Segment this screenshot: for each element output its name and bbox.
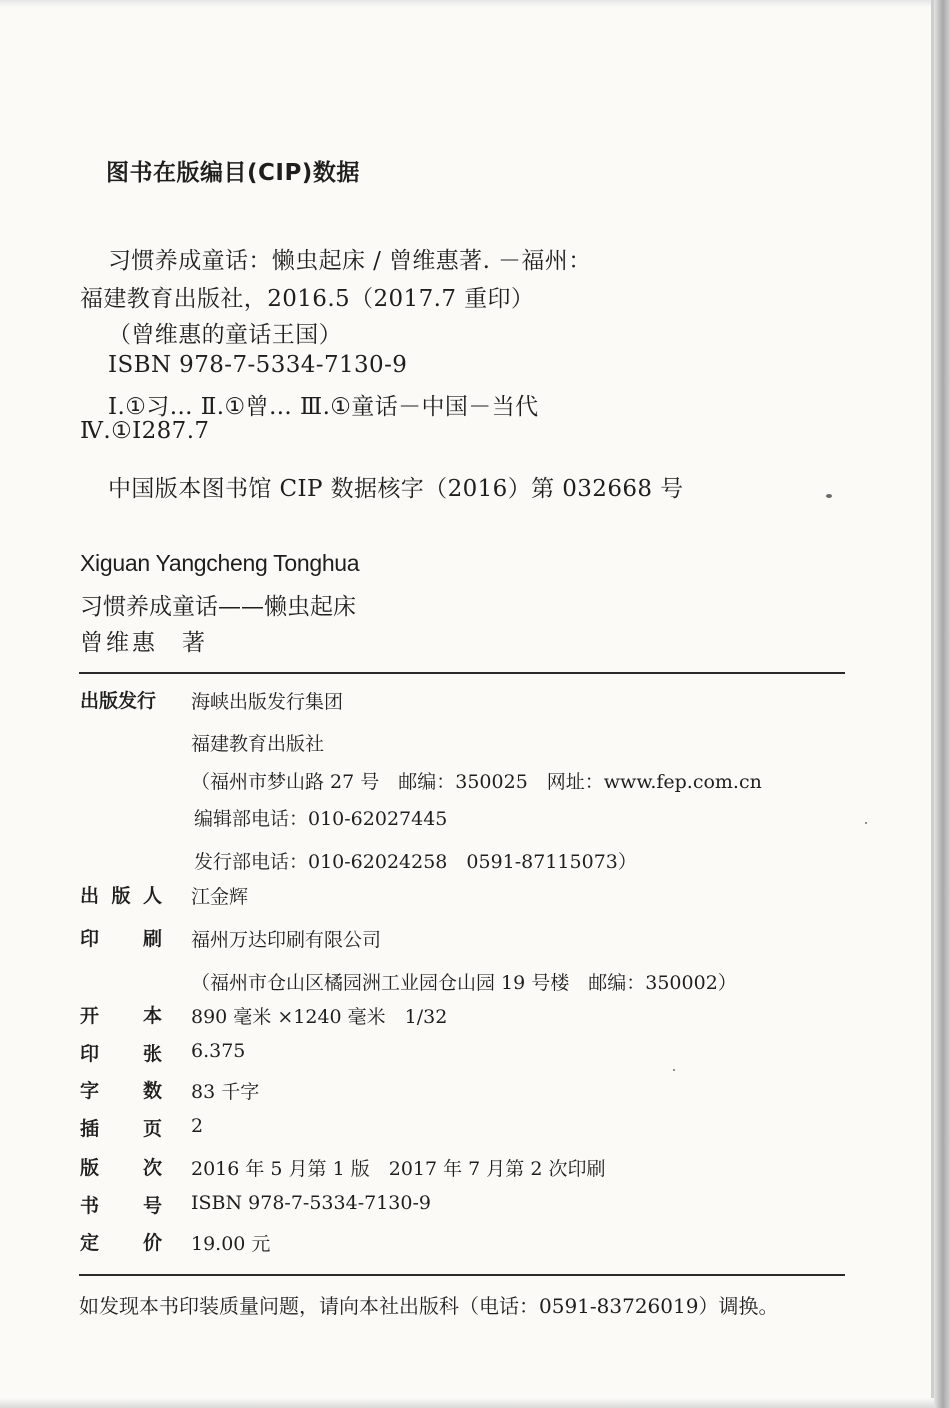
printer-address: （福州市仓山区橘园洲工业园仓山园 19 号楼 邮编：350002） xyxy=(191,972,737,994)
publisher-person: 江金辉 xyxy=(191,886,249,908)
book-title: 习惯养成童话——懒虫起床 xyxy=(80,594,356,620)
label-plates: 插 页 xyxy=(80,1118,162,1140)
cip-line-isbn: ISBN 978-7-5334-7130-9 xyxy=(108,352,408,378)
label-edition: 版 次 xyxy=(80,1157,162,1179)
scan-speck xyxy=(673,1069,675,1071)
author-role: 著 xyxy=(182,630,205,656)
publisher-name: 福建教育出版社 xyxy=(191,733,325,755)
label-words: 字 数 xyxy=(80,1080,162,1102)
divider-top xyxy=(79,672,845,674)
scan-speck xyxy=(826,494,832,498)
label-format: 开 本 xyxy=(80,1005,162,1027)
format: 890 毫米 ×1240 毫米 1/32 xyxy=(191,1006,448,1028)
label-isbn: 书 号 xyxy=(80,1195,162,1217)
printer: 福州万达印刷有限公司 xyxy=(191,929,382,951)
cip-line-record-number: 中国版本图书馆 CIP 数据核字（2016）第 032668 号 xyxy=(108,476,684,502)
cip-line-classification: Ⅳ.①I287.7 xyxy=(80,418,210,444)
cip-heading: 图书在版编目(CIP)数据 xyxy=(106,160,360,186)
label-printer: 印 刷 xyxy=(80,928,162,950)
sheets: 6.375 xyxy=(191,1040,246,1062)
book-author xyxy=(80,624,205,657)
edition: 2016 年 5 月第 1 版 2017 年 7 月第 2 次印刷 xyxy=(191,1158,606,1180)
label-sheets: 印 张 xyxy=(80,1043,162,1065)
isbn: ISBN 978-7-5334-7130-9 xyxy=(191,1192,431,1214)
price: 19.00 元 xyxy=(191,1233,271,1255)
page-bottom-shadow xyxy=(0,1398,934,1408)
label-publisher: 出版发行 xyxy=(80,690,157,712)
plates: 2 xyxy=(191,1115,204,1137)
cip-line-title: 习惯养成童话：懒虫起床 / 曾维惠著. －福州： xyxy=(108,248,592,274)
words: 83 千字 xyxy=(191,1081,260,1103)
divider-bottom xyxy=(79,1274,845,1276)
publisher-address: （福州市梦山路 27 号 邮编：350025 网址：www.fep.com.cn xyxy=(191,771,762,793)
editorial-phone: 编辑部电话：010-62027445 xyxy=(194,808,448,830)
page-right-edge xyxy=(934,0,950,1408)
label-publisher-person: 出 版 人 xyxy=(80,885,162,907)
page-top-shadow xyxy=(0,0,934,7)
distribution-phone: 发行部电话：010-62024258 0591-87115073） xyxy=(194,851,637,873)
cip-line-series: （曾维惠的童话王国） xyxy=(108,322,342,348)
scan-speck xyxy=(865,822,867,824)
author-name: 曾维惠 xyxy=(80,630,158,656)
quality-notice: 如发现本书印装质量问题，请向本社出版科（电话：0591-83726019）调换。 xyxy=(79,1294,779,1318)
label-price: 定 价 xyxy=(80,1232,162,1254)
cip-line-subjects: Ⅰ.①习… Ⅱ.①曾… Ⅲ.①童话－中国－当代 xyxy=(108,394,539,420)
cip-line-publisher: 福建教育出版社，2016.5（2017.7 重印） xyxy=(80,286,535,312)
publisher-group: 海峡出版发行集团 xyxy=(191,691,344,713)
pinyin-title: Xiguan Yangcheng Tonghua xyxy=(80,550,360,576)
